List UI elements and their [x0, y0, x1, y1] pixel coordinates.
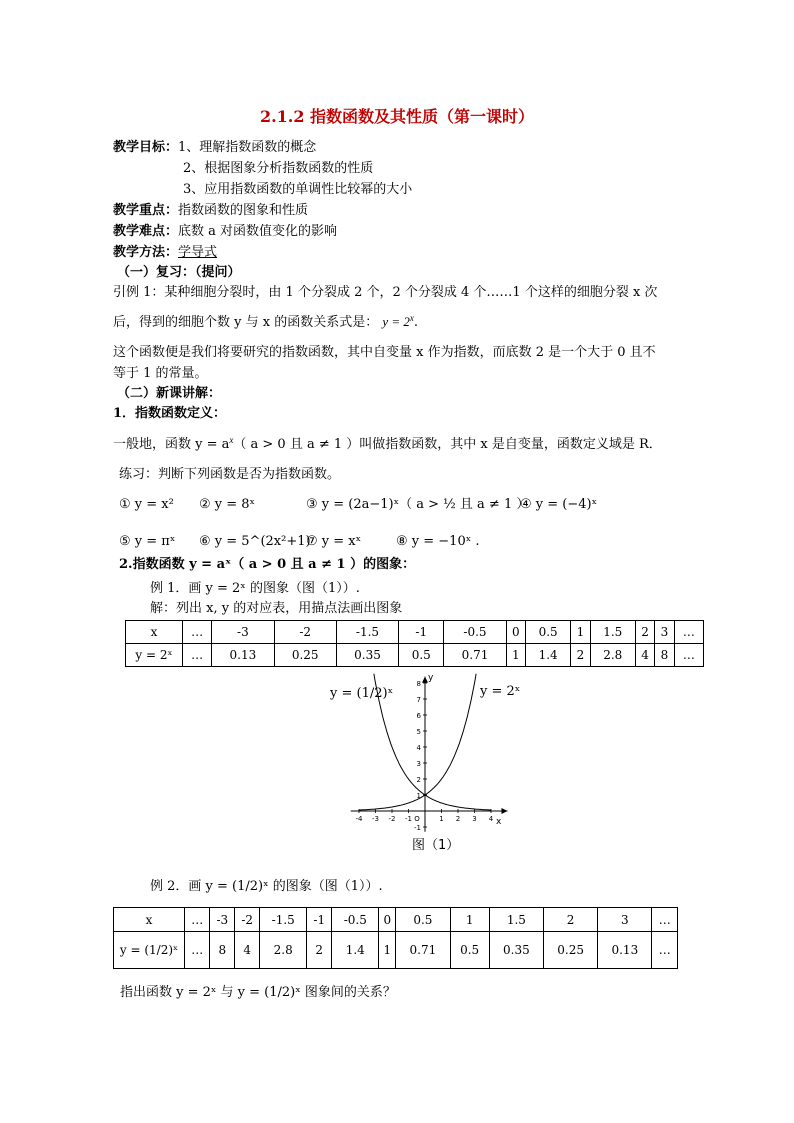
y-tick-label: 8 — [416, 680, 421, 688]
table-cell: -1 — [399, 621, 444, 644]
table-cell: … — [652, 932, 678, 969]
table-cell: 8 — [210, 932, 235, 969]
review-intro-2: 后，得到的细胞个数 y 与 x 的函数关系式是： — [113, 315, 379, 330]
table-cell: 1.4 — [332, 932, 379, 969]
curve-label-half: y = (1/2)ˣ — [330, 686, 394, 701]
table-cell: 4 — [635, 644, 654, 667]
review-formula-exp: x — [409, 312, 414, 323]
option-8: ⑧ y = −10ˣ . — [396, 534, 480, 549]
x-axis-arrow — [502, 808, 508, 814]
table-cell: 0.71 — [444, 644, 506, 667]
x-tick-label: 3 — [472, 815, 477, 823]
y-tick-label: 7 — [416, 696, 421, 704]
value-table-2 — [113, 907, 678, 969]
method-label: 教学方法： — [113, 245, 179, 260]
y-tick-label: 6 — [416, 712, 421, 720]
x-tick-label: -2 — [388, 815, 396, 823]
example-1: 例 1．画 y = 2ˣ 的图象（图（1））. — [150, 581, 360, 596]
table-cell: 1.5 — [489, 908, 543, 932]
table-cell: 0.13 — [212, 644, 274, 667]
table-cell: … — [652, 908, 678, 932]
key-point-row — [113, 203, 308, 219]
example-1-solution: 解：列出 x, y 的对应表，用描点法画出图象 — [150, 601, 403, 616]
table-cell: 1 — [450, 908, 489, 932]
y-tick-label: -1 — [414, 824, 421, 832]
x-tick-label: 1 — [439, 815, 444, 823]
table-cell: 0.35 — [489, 932, 543, 969]
method-text: 学导式 — [178, 245, 218, 260]
table-cell: 0.5 — [526, 621, 571, 644]
table-row-label: y = (1/2)ˣ — [114, 932, 185, 969]
table-cell: 1 — [379, 932, 396, 969]
review-intro-2-row: 后，得到的细胞个数 y 与 x 的函数关系式是： $y = 2^x$. — [113, 312, 419, 330]
table-cell: 1.5 — [590, 621, 635, 644]
table-cell: 0.25 — [274, 644, 336, 667]
option-5: ⑤ y = πˣ — [119, 534, 176, 549]
option-4: ④ y = (−4)ˣ — [520, 497, 598, 512]
definition-exp: x — [229, 434, 234, 445]
graph-heading: 2.指数函数 y = aˣ（ a > 0 且 a ≠ 1 ）的图象： — [119, 557, 416, 572]
table-row — [126, 621, 704, 644]
y-tick-label: 3 — [416, 760, 421, 768]
difficulty-row — [113, 224, 337, 240]
table-cell: 0.5 — [399, 644, 444, 667]
option-6: ⑥ y = 5^(2x²+1) — [199, 534, 311, 549]
table-cell: … — [183, 621, 212, 644]
exponential-graph — [345, 672, 515, 835]
table-cell: 0.71 — [396, 932, 450, 969]
x-tick-label: 2 — [455, 815, 461, 823]
table-row — [114, 908, 678, 932]
figure-caption: 图（1） — [412, 838, 460, 853]
table-cell: 3 — [598, 908, 652, 932]
y-tick-label: 1 — [416, 792, 421, 800]
table-cell: 0.5 — [450, 932, 489, 969]
key-point-label: 教学重点： — [113, 203, 179, 218]
x-tick-label: -1 — [405, 815, 412, 823]
difficulty-text: 底数 a 对函数值变化的影响 — [178, 224, 338, 239]
table-cell: … — [674, 621, 703, 644]
table-cell: 2.8 — [590, 644, 635, 667]
table-row — [126, 644, 704, 667]
table-cell: … — [185, 908, 210, 932]
y-tick-label: 4 — [416, 744, 421, 752]
exercise-text: 练习：判断下列函数是否为指数函数。 — [119, 467, 341, 482]
table-cell: -1.5 — [336, 621, 398, 644]
table-cell: 2 — [307, 932, 332, 969]
goals-label: 教学目标： — [113, 140, 179, 155]
table-cell: 1 — [571, 621, 590, 644]
table-row-label: x — [114, 908, 185, 932]
table-cell: -3 — [212, 621, 274, 644]
key-point-text: 指数函数的图象和性质 — [178, 203, 309, 218]
review-heading: （一）复习：（提问） — [117, 265, 241, 280]
option-3: ③ y = (2a−1)ˣ（ a > ½ 且 a ≠ 1 ） — [306, 497, 530, 512]
method-row — [113, 245, 217, 261]
table-cell: -0.5 — [332, 908, 379, 932]
goal-item: 2、根据图象分析指数函数的性质 — [183, 161, 374, 176]
table-cell: 0.13 — [598, 932, 652, 969]
x-tick-label: -3 — [372, 815, 379, 823]
table-cell: 2 — [635, 621, 654, 644]
table-cell: -2 — [274, 621, 336, 644]
table-cell: 0.5 — [396, 908, 450, 932]
relation-question: 指出函数 y = 2ˣ 与 y = (1/2)ˣ 图象间的关系？ — [120, 985, 396, 1000]
goal-item: 1、理解指数函数的概念 — [178, 140, 317, 155]
table-cell: 0 — [506, 621, 525, 644]
table-cell: … — [183, 644, 212, 667]
goals-row — [113, 140, 316, 156]
x-axis-letter: x — [495, 817, 502, 827]
table-cell: 2 — [571, 644, 590, 667]
table-cell: 0.25 — [544, 932, 598, 969]
option-1: ① y = x² — [119, 497, 174, 512]
table-cell: -2 — [235, 908, 260, 932]
table-cell: 1.4 — [526, 644, 571, 667]
y-tick-label: 2 — [416, 776, 421, 784]
table-cell: 2 — [544, 908, 598, 932]
curve-label-2x: y = 2ˣ — [480, 684, 521, 699]
table-cell: … — [674, 644, 703, 667]
table-cell: 1 — [506, 644, 525, 667]
difficulty-label: 教学难点： — [113, 224, 179, 239]
example-2: 例 2．画 y = (1/2)ˣ 的图象（图（1））. — [150, 879, 383, 894]
x-tick-label: 4 — [488, 815, 494, 823]
table-cell: 3 — [655, 621, 674, 644]
table-row-label: x — [126, 621, 183, 644]
new-lesson-heading: （二）新课讲解： — [117, 386, 222, 401]
table-cell: 0 — [379, 908, 396, 932]
definition-a: 一般地，函数 y = a — [113, 437, 230, 452]
table-cell: 2.8 — [260, 932, 307, 969]
page-title: 2.1.2 指数函数及其性质（第一课时） — [259, 107, 535, 126]
definition-b: （ a > 0 且 a ≠ 1 ）叫做指数函数，其中 x 是自变量，函数定义域是 R． — [233, 437, 662, 452]
x-tick-label: -4 — [355, 815, 363, 823]
table-cell: … — [185, 932, 210, 969]
review-intro-1: 引例 1：某种细胞分裂时，由 1 个分裂成 2 个，2 个分裂成 4 个……1 个这样的细胞分裂 x 次 — [113, 285, 658, 300]
table-cell: 8 — [655, 644, 674, 667]
option-7: ⑦ y = xˣ — [306, 534, 362, 549]
review-para-2: 等于 1 的常量。 — [113, 366, 208, 381]
review-formula: y = 2 — [382, 314, 410, 329]
table-cell: -3 — [210, 908, 235, 932]
table-cell: 4 — [235, 932, 260, 969]
y-tick-label: 5 — [416, 728, 421, 736]
review-para-1: 这个函数便是我们将要研究的指数函数，其中自变量 x 作为指数，而底数 2 是一个大于 0 且不 — [113, 345, 656, 360]
option-2: ② y = 8ˣ — [199, 497, 256, 512]
definition-heading: 1．指数函数定义： — [113, 406, 227, 421]
table-row — [114, 932, 678, 969]
table-cell: -0.5 — [444, 621, 506, 644]
table-cell: -1 — [307, 908, 332, 932]
table-cell: 0.35 — [336, 644, 398, 667]
definition-text — [113, 434, 662, 453]
table-row-label: y = 2ˣ — [126, 644, 183, 667]
table-cell: -1.5 — [260, 908, 307, 932]
goal-item: 3、应用指数函数的单调性比较幂的大小 — [183, 182, 413, 197]
x-tick-label: O — [414, 815, 420, 823]
value-table-1 — [125, 620, 704, 667]
y-axis-letter: y — [428, 672, 434, 683]
